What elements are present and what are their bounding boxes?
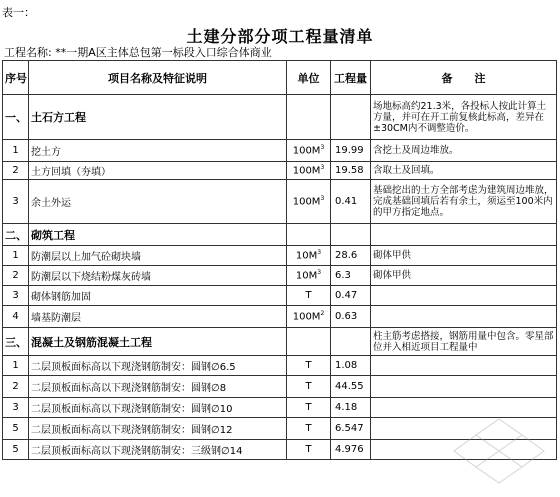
item-name: 余土外运 [29,180,287,224]
unit-cell [287,328,331,356]
section-title: 混凝土及钢筋混凝土工程 [29,328,287,356]
item-name: 二层顶板面标高以下现浇钢筋制安：圆钢∅8 [29,376,287,398]
watermark-logo [444,413,554,493]
section-title: 土石方工程 [29,95,287,140]
item-name: 砌体钢筋加固 [29,286,287,306]
row-number: 2 [3,162,29,180]
unit-exponent: 2 [320,310,325,318]
unit-text: T [305,402,312,413]
unit-exponent: 3 [320,144,325,152]
quantity-cell [331,224,371,246]
row-number: 1 [3,140,29,162]
item-name: 二层顶板面标高以下现浇钢筋制安：圆钢∅10 [29,398,287,418]
row-number: 3 [3,180,29,224]
unit-exponent: 3 [320,195,325,203]
unit-text: 100M [292,165,321,177]
unit-cell [287,418,331,440]
quantity-cell [331,328,371,356]
item-name: 挖土方 [29,140,287,162]
remarks-cell [371,376,557,398]
item-name: 二层顶板面标高以下现浇钢筋制安：圆钢∅6.5 [29,356,287,376]
table-row [3,286,557,306]
row-number: 1 [3,356,29,376]
quantity-cell [331,95,371,140]
unit-cell [287,440,331,460]
section-row [3,328,557,356]
row-number: 5 [3,440,29,460]
unit-cell [287,162,331,180]
unit-text: T [305,381,312,392]
remarks-cell: 砌体甲供 [371,246,557,266]
item-name: 土方回填（夯填） [29,162,287,180]
remarks-cell [371,286,557,306]
unit-exponent: 3 [320,164,325,172]
section-title: 砌筑工程 [29,224,287,246]
unit-text: T [305,423,312,434]
item-name: 防潮层以下烧结粉煤灰砖墙 [29,266,287,286]
unit-text: T [305,360,312,371]
remarks-cell: 场地标高约21.3米，各投标人按此计算土方量，并可在开工前复核此标高，差异在±30CM内不调整造价。 [371,95,557,140]
unit-cell [287,356,331,376]
remarks-cell: 含取土及回填。 [371,162,557,180]
remarks-cell: 砌体甲供 [371,266,557,286]
header-unit: 单位 [287,61,331,95]
unit-text: 10M [295,270,318,282]
quantity-cell: 19.99 [331,140,371,162]
remarks-cell: 基础挖出的土方全部考虑为建筑周边堆放，完成基础回填后若有余土，须运至100米内的甲方指定地点。 [371,180,557,224]
remarks-cell: 柱主筋考虑搭接，钢筋用量中包含。零星部位并入相近项目工程量中 [371,328,557,356]
unit-exponent: 3 [317,249,322,257]
header-remarks: 备 注 [371,61,557,95]
remarks-cell [371,224,557,246]
remarks-cell [371,306,557,328]
quantity-cell: 0.41 [331,180,371,224]
unit-cell [287,246,331,266]
item-name: 二层顶板面标高以下现浇钢筋制安：圆钢∅12 [29,418,287,440]
unit-text: 10M [295,250,318,262]
quantity-cell: 6.3 [331,266,371,286]
quantity-cell: 0.63 [331,306,371,328]
item-name: 墙基防潮层 [29,306,287,328]
section-row [3,224,557,246]
quantity-cell: 4.976 [331,440,371,460]
table-row [3,266,557,286]
row-number: 1 [3,246,29,266]
item-name: 二层顶板面标高以下现浇钢筋制安：三级钢∅14 [29,440,287,460]
project-name: 工程名称: **一期A区主体总包第一标段入口综合体商业 [4,46,272,59]
row-number: 一、 [3,95,29,140]
row-number: 2 [3,266,29,286]
unit-cell [287,180,331,224]
row-number: 二、 [3,224,29,246]
unit-cell [287,95,331,140]
row-number: 2 [3,376,29,398]
header-quantity: 工程量 [331,61,371,95]
unit-text: 100M [292,196,321,208]
unit-cell [287,266,331,286]
unit-text: 100M [292,145,321,157]
remarks-cell: 含挖土及周边堆放。 [371,140,557,162]
quantity-cell: 4.18 [331,398,371,418]
row-number: 3 [3,398,29,418]
table-row [3,376,557,398]
row-number: 4 [3,306,29,328]
unit-text: T [305,444,312,455]
unit-cell [287,398,331,418]
page-title: 土建分部分项工程量清单 [186,27,374,46]
quantity-cell: 28.6 [331,246,371,266]
table-row [3,140,557,162]
quantity-cell: 6.547 [331,418,371,440]
bill-of-quantities-table [2,60,557,460]
unit-text: 100M [292,311,321,323]
unit-cell [287,306,331,328]
table-row [3,162,557,180]
remarks-cell [371,356,557,376]
header-name: 项目名称及特征说明 [29,61,287,95]
unit-text: T [305,290,312,301]
table-row [3,306,557,328]
unit-exponent: 3 [317,269,322,277]
unit-cell [287,286,331,306]
row-number: 三、 [3,328,29,356]
table-row [3,356,557,376]
row-number: 3 [3,286,29,306]
quantity-cell: 0.47 [331,286,371,306]
header-no: 序号 [3,61,29,95]
item-name: 防潮层以上加气砼砌块墙 [29,246,287,266]
quantity-cell: 1.08 [331,356,371,376]
quantity-cell: 19.58 [331,162,371,180]
table-number-label: 表一： [2,6,35,19]
section-row [3,95,557,140]
unit-cell [287,140,331,162]
unit-cell [287,224,331,246]
unit-cell [287,376,331,398]
table-row [3,246,557,266]
quantity-cell: 44.55 [331,376,371,398]
table-row [3,180,557,224]
table-header-row [3,61,557,95]
row-number: 5 [3,418,29,440]
